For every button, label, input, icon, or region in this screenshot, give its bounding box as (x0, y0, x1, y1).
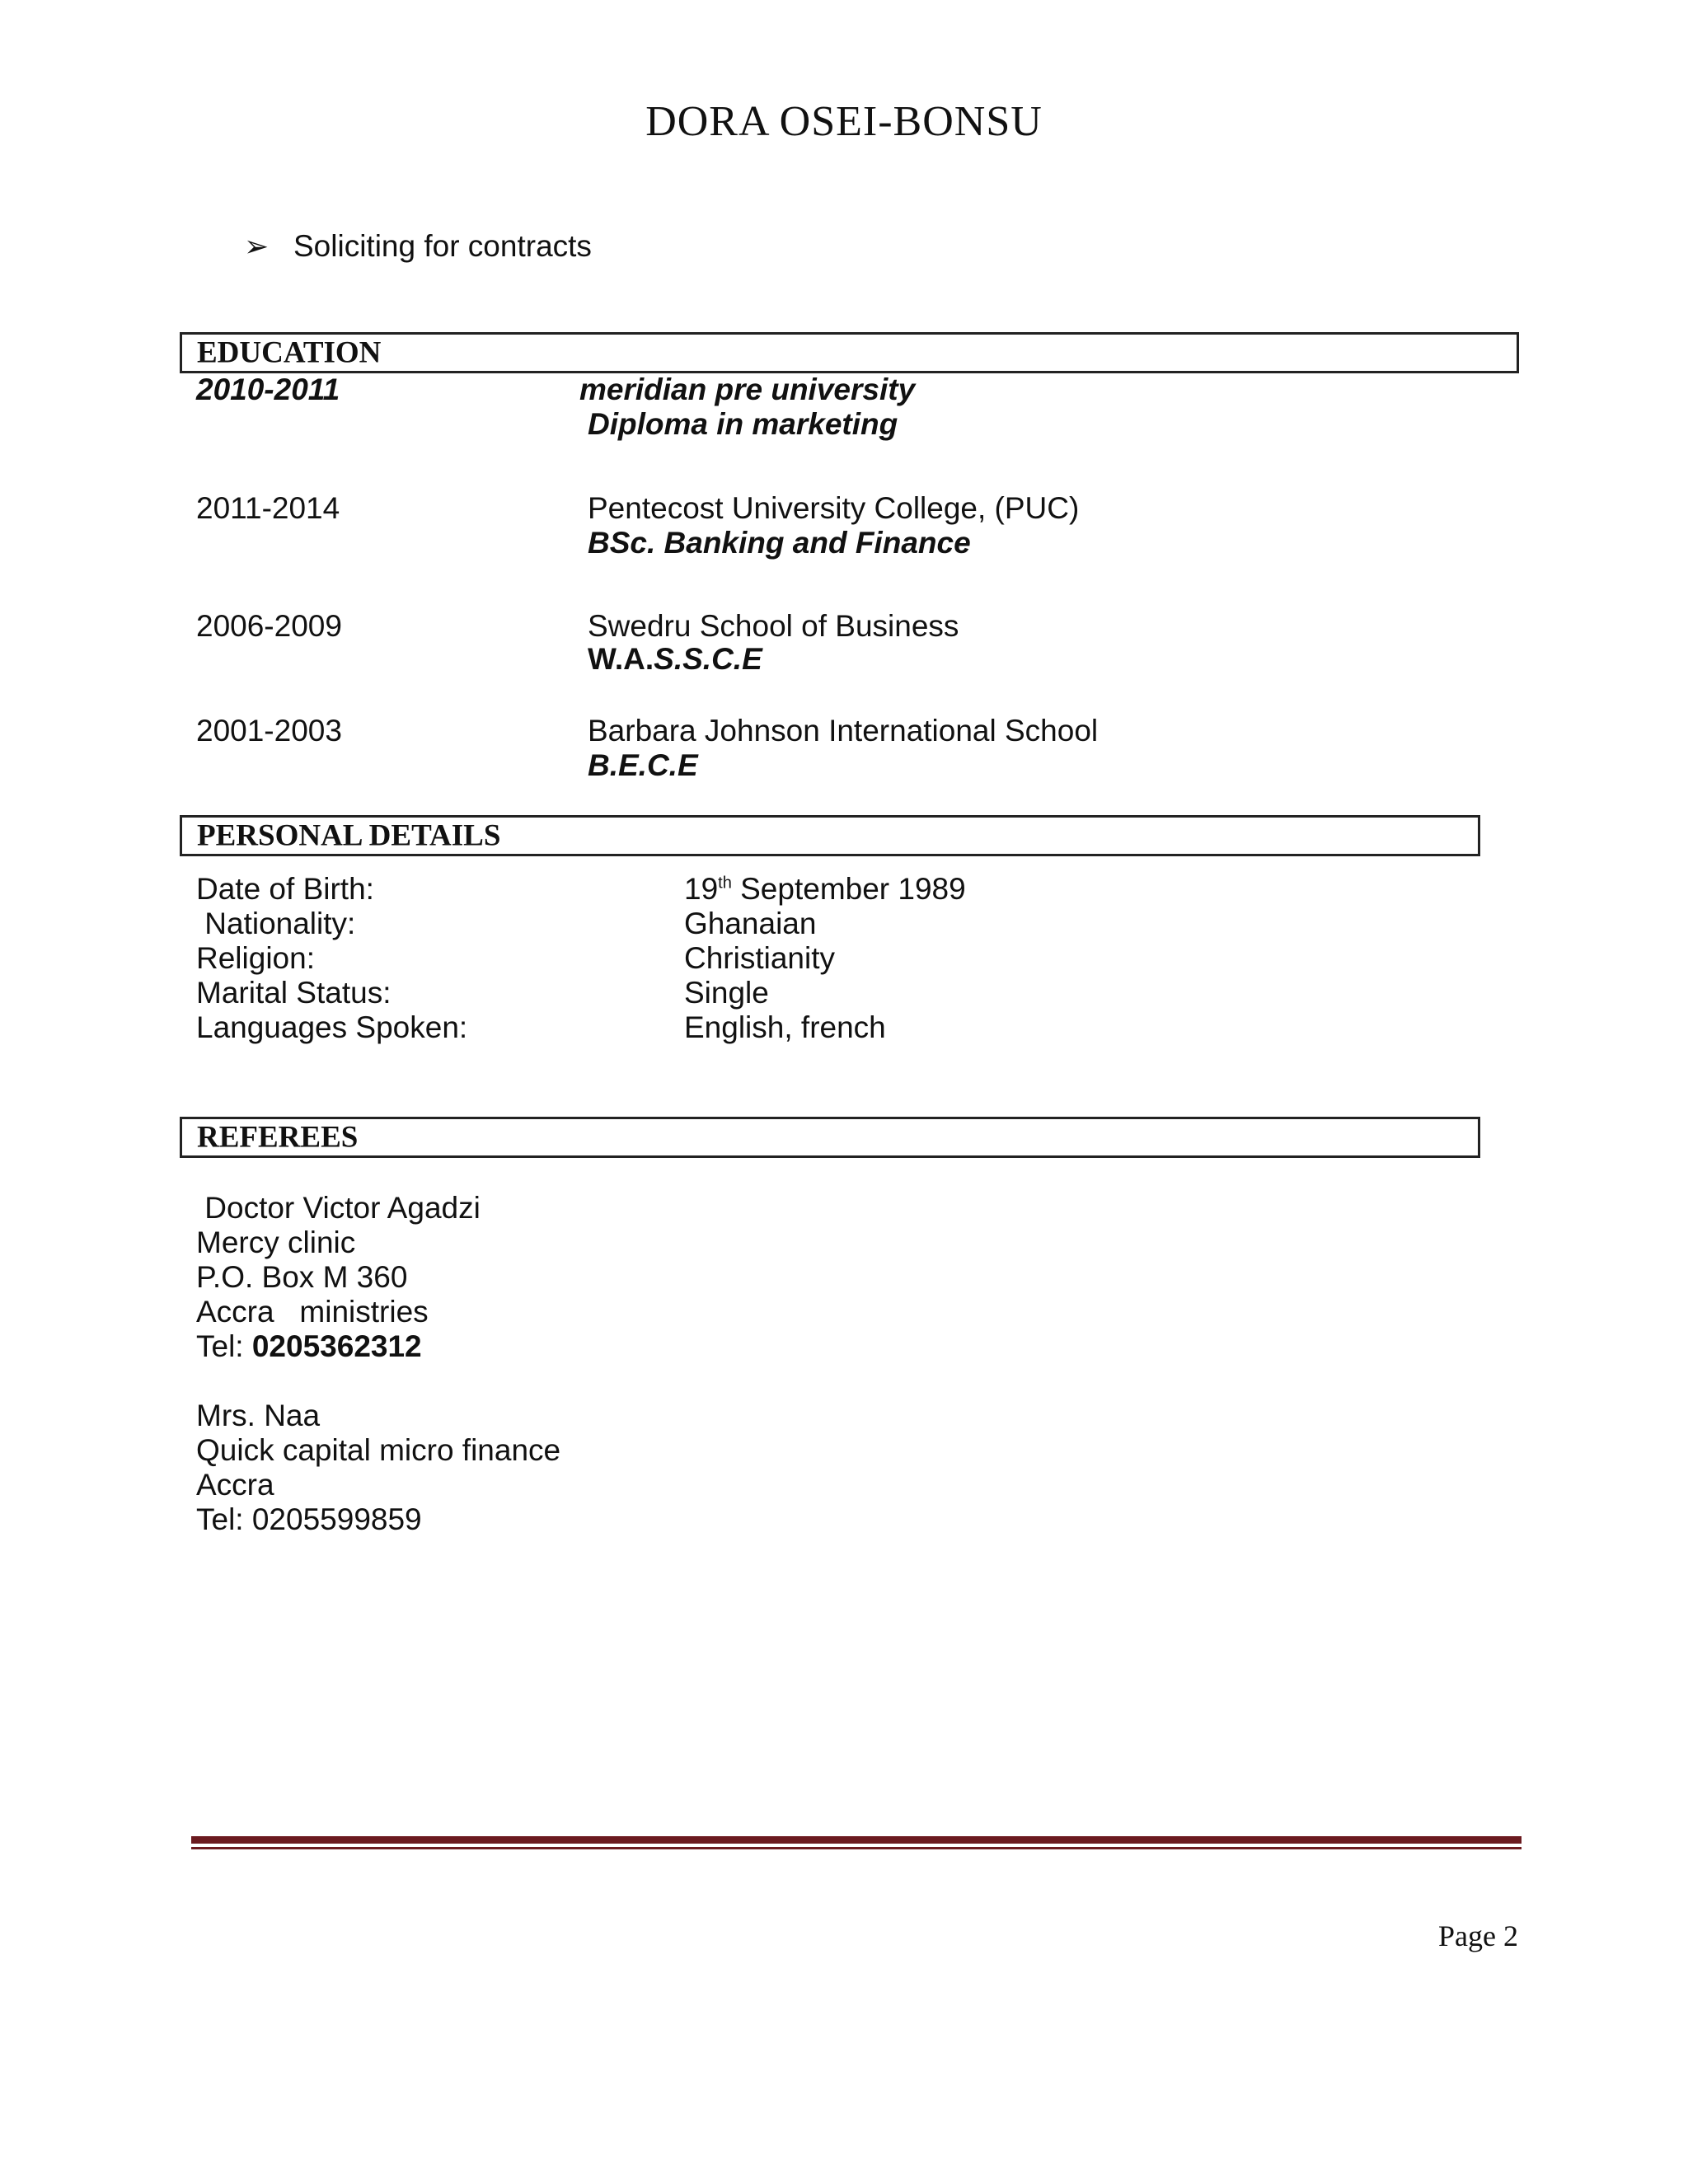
page-header-name: DORA OSEI-BONSU (645, 98, 1043, 145)
referee-tel: Tel: 0205599859 (196, 1502, 422, 1536)
footer-divider-thin (191, 1847, 1522, 1849)
referee-line: Accra (196, 1468, 274, 1502)
qualification-bold-part: W.A. (588, 642, 654, 676)
referees-section-header (180, 1117, 1480, 1158)
personal-details-title: PERSONAL DETAILS (197, 818, 501, 853)
education-title: EDUCATION (197, 335, 382, 370)
personal-value: Ghanaian (684, 907, 817, 940)
dob-ordinal: th (718, 874, 732, 893)
referee-line: P.O. Box M 360 (196, 1260, 408, 1294)
personal-value: English, french (684, 1010, 886, 1044)
personal-value: Single (684, 976, 769, 1010)
referee-line: Mercy clinic (196, 1226, 356, 1259)
personal-value: Christianity (684, 941, 835, 975)
referee-line: Accra ministries (196, 1295, 429, 1329)
education-years: 2006-2009 (196, 609, 342, 643)
tel-number: 0205362312 (251, 1329, 422, 1363)
personal-details-section-header (180, 815, 1480, 856)
education-section-header (180, 332, 1519, 373)
referee-tel (196, 1329, 422, 1364)
education-institution: Swedru School of Business (588, 609, 959, 643)
referees-title: REFEREES (197, 1120, 359, 1155)
education-years: 2001-2003 (196, 714, 342, 748)
education-qualification: Diploma in marketing (588, 407, 898, 441)
personal-label: Marital Status: (196, 976, 392, 1010)
dob-month-year: September 1989 (731, 872, 966, 906)
bullet-text: Soliciting for contracts (293, 229, 592, 263)
referee-name: Mrs. Naa (196, 1399, 321, 1432)
personal-label: Languages Spoken: (196, 1010, 468, 1044)
bullet-arrow-icon: ➢ (244, 229, 270, 263)
footer-divider-thick (191, 1836, 1522, 1844)
education-qualification: BSc. Banking and Finance (588, 526, 971, 560)
referee-line: Quick capital micro finance (196, 1433, 561, 1467)
personal-label: Religion: (196, 941, 315, 975)
personal-label: Date of Birth: (196, 872, 374, 906)
education-years: 2010-2011 (196, 373, 340, 406)
page-number: Page 2 (1438, 1919, 1518, 1952)
education-qualification (588, 642, 762, 677)
education-years: 2011-2014 (196, 491, 340, 525)
tel-label: Tel: (196, 1329, 252, 1363)
education-institution: meridian pre university (579, 373, 916, 406)
education-institution: Barbara Johnson International School (588, 714, 1099, 748)
dob-day: 19 (684, 872, 719, 906)
referee-name: Doctor Victor Agadzi (196, 1191, 481, 1225)
education-institution: Pentecost University College, (PUC) (588, 491, 1080, 525)
personal-value (684, 872, 966, 907)
qualification-italic-part: S.S.C.E (654, 642, 762, 676)
personal-label: Nationality: (196, 907, 356, 940)
education-qualification: B.E.C.E (588, 748, 698, 782)
